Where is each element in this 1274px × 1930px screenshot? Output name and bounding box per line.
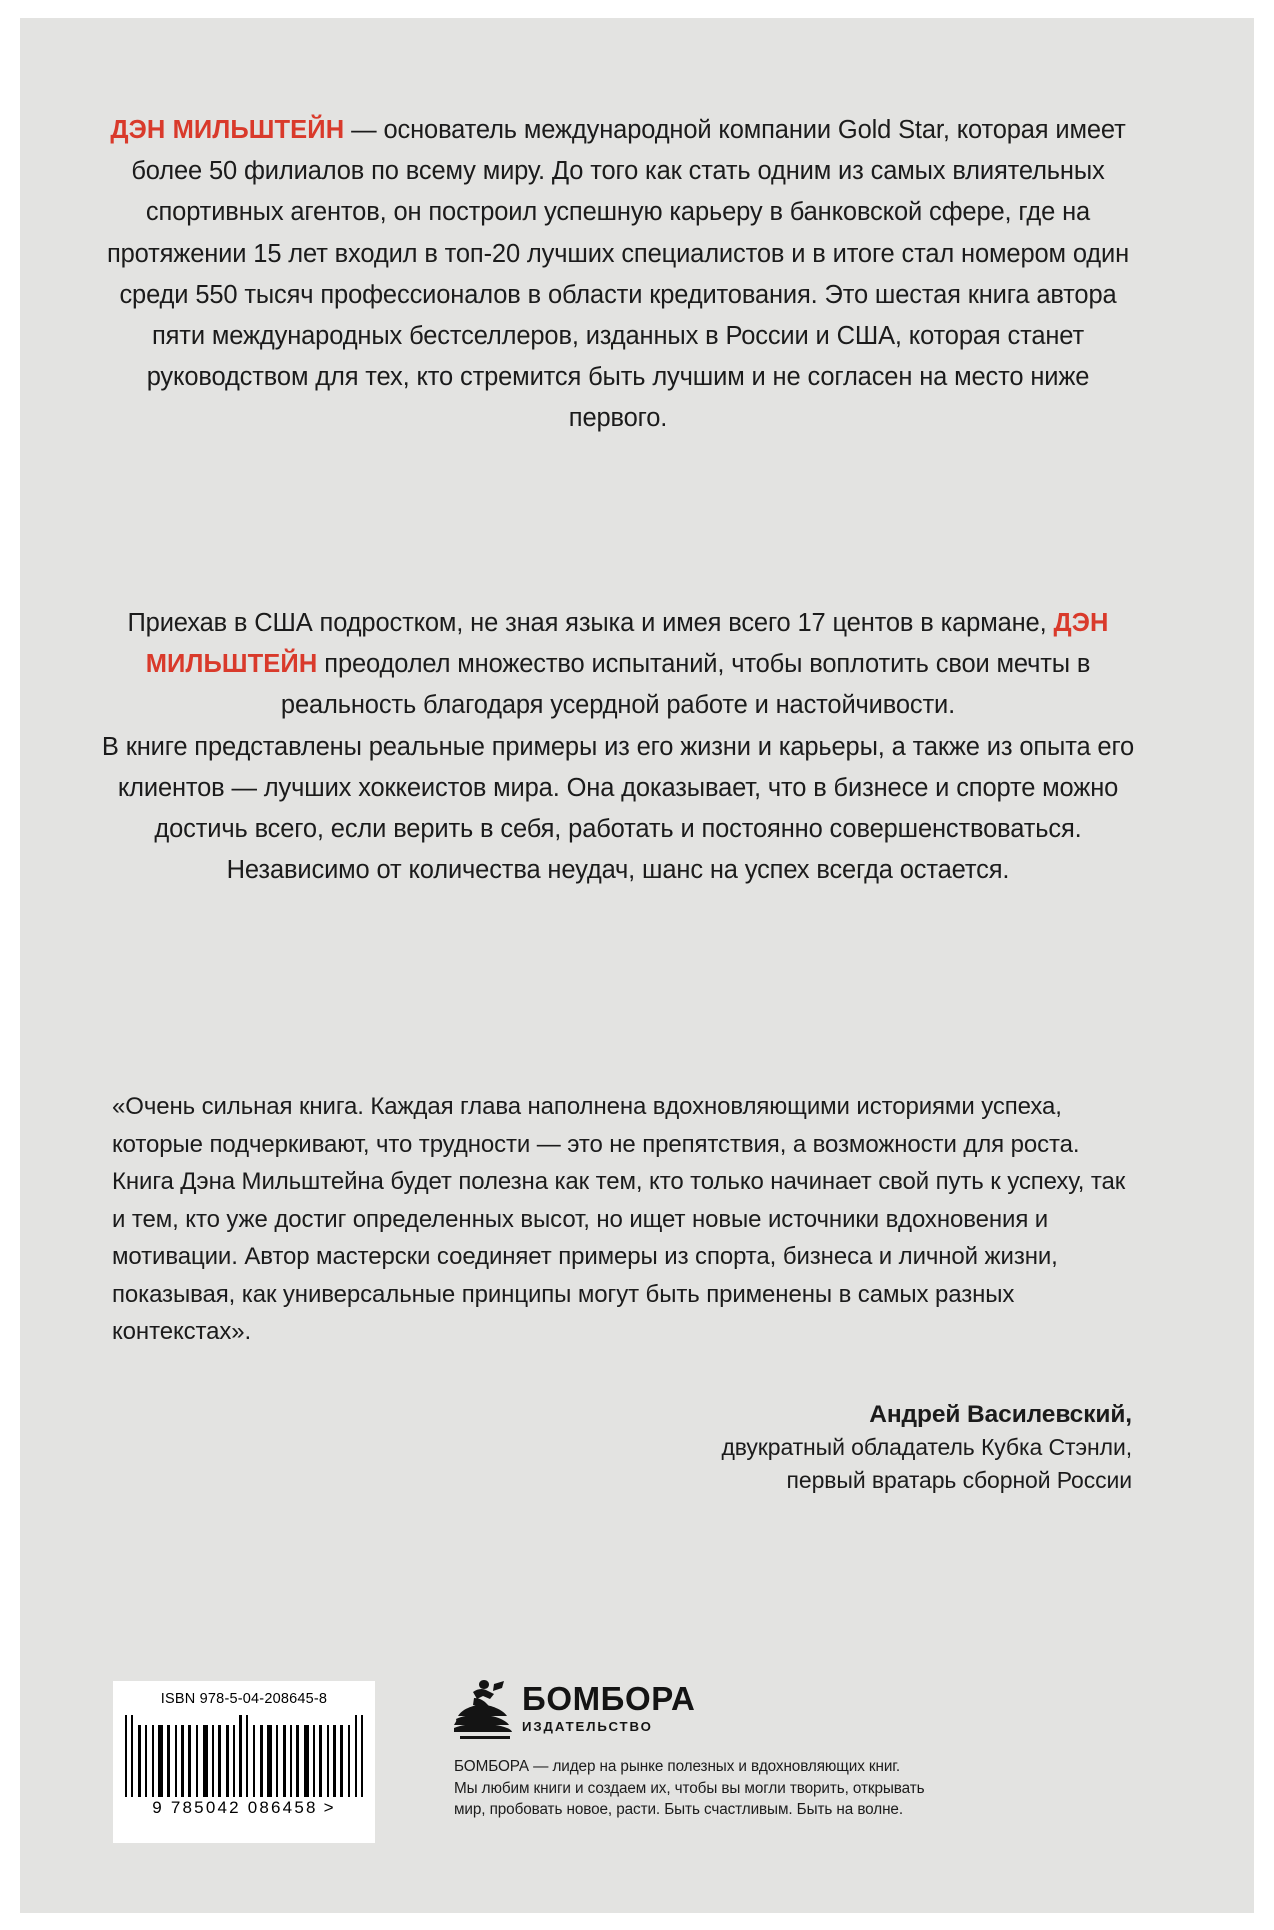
barcode-image bbox=[113, 1715, 375, 1797]
about-book-paragraph-1 bbox=[98, 603, 1138, 727]
testimonial-quote: «Очень сильная книга. Каждая глава наполнена вдохновляющими историями успеха, которые подчеркивают, что трудности — это не препятствия, а возможности для роста. Книга Дэна Мильштейна будет полезна как тем, кто только начинает свой путь к успеху, так и тем, кто уже достиг определенных высот, но ищет новые источники вдохновения и мотивации. Автор мастерски соединяет примеры из спорта, бизнеса и личной жизни, показывая, как универсальные принципы могут быть применены в самых разных контекстах». bbox=[112, 1093, 1126, 1345]
testimonial-attribution bbox=[112, 1398, 1132, 1497]
testimonial-author-title-1: двукратный обладатель Кубка Стэнли, bbox=[721, 1434, 1132, 1460]
about-book-block bbox=[98, 603, 1138, 891]
publisher-blurb-line-1: БОМБОРА — лидер на рынке полезных и вдохновляющих книг. bbox=[454, 1758, 901, 1775]
about-author-text: основатель международной компании Gold Star, которая имеет более 50 филиалов по всему миру. До того как стать одним из самых влиятельных спортивных агентов, он построил успешную карьеру в банковской сфере, где на протяжении 15 лет входил в топ-20 лучших специалистов и в итоге стал номером один среди 550 тысяч профессионалов в области кредитования. Это шестая книга автора пяти международных бестселлеров, изданных в России и США, которая станет руководством для тех, кто стремится быть лучшим и не согласен на место ниже первого. bbox=[106, 116, 1130, 433]
publisher-logo-row bbox=[454, 1678, 1074, 1740]
publisher-blurb-line-2: Мы любим книги и создаем их, чтобы вы могли творить, открывать bbox=[454, 1779, 925, 1797]
about-author-block bbox=[98, 110, 1138, 440]
testimonial-author-title-2: первый вратарь сборной России bbox=[786, 1467, 1132, 1493]
publisher-blurb bbox=[454, 1756, 1074, 1821]
about-book-paragraph-2: В книге представлены реальные примеры из его жизни и карьеры, а также из опыта его клиентов — лучших хоккеистов мира. Она доказывает, что в бизнесе и спорте можно достичь всего, если верить в себя, работать и постоянно совершенствоваться. Независимо от количества неудач, шанс на успех всегда остается. bbox=[101, 732, 1135, 885]
publisher-wordmark bbox=[522, 1678, 695, 1734]
author-name-highlight: ДЭН МИЛЬШТЕЙН bbox=[110, 116, 345, 144]
about-book-text-part2: преодолел множество испытаний, чтобы воплотить свои мечты в реальность благодаря усердной работе и настойчивости. bbox=[280, 650, 1091, 720]
publisher-blurb-line-3: мир, пробовать новое, расти. Быть счастливым. Быть на волне. bbox=[454, 1801, 903, 1818]
barcode-digits bbox=[113, 1798, 375, 1818]
barcode-digit-tail: > bbox=[323, 1798, 336, 1817]
author-name-highlight-2: ДЭН МИЛЬШТЕЙН bbox=[145, 609, 1109, 679]
bombora-logo-icon bbox=[454, 1678, 512, 1740]
author-name-dash: — bbox=[344, 116, 384, 144]
cover-surface bbox=[20, 18, 1254, 1913]
barcode-bars bbox=[125, 1715, 364, 1797]
barcode-digit-main: 785042 086458 bbox=[170, 1798, 318, 1817]
barcode-digit-lead: 9 bbox=[152, 1798, 164, 1817]
isbn-barcode-card bbox=[113, 1681, 375, 1843]
testimonial-author-name: Андрей Василевский, bbox=[869, 1401, 1132, 1428]
about-author-paragraph bbox=[98, 110, 1138, 440]
isbn-label: ISBN 978-5-04-208645-8 bbox=[160, 1691, 328, 1707]
publisher-subtitle: ИЗДАТЕЛЬСТВО bbox=[522, 1719, 653, 1734]
publisher-name: БОМБОРА bbox=[522, 1680, 696, 1717]
publisher-block bbox=[454, 1678, 1074, 1821]
about-book-text-part1: Приехав в США подростком, не зная языка и имея всего 17 центов в кармане, bbox=[127, 609, 1054, 637]
